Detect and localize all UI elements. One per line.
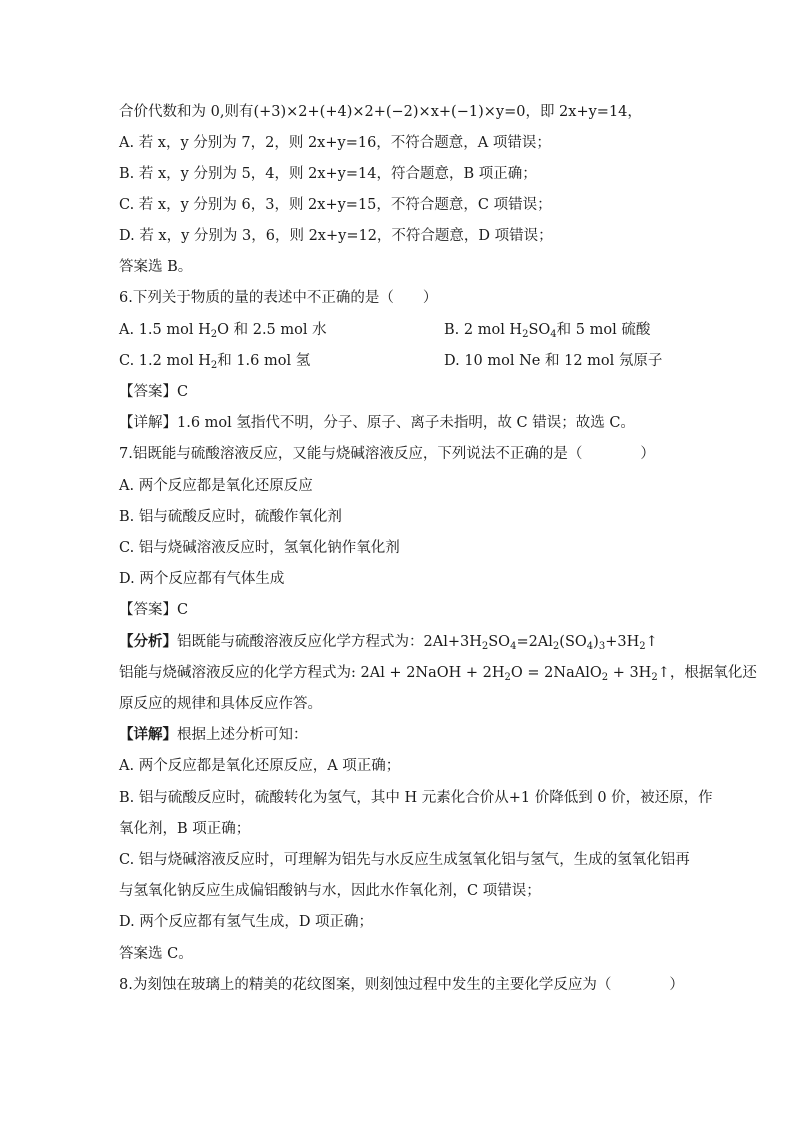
text-line: 合价代数和为 0,则有(+3)×2+(+4)×2+(−2)×x+(−1)×y=0，即 2x+y=14， xyxy=(119,104,642,120)
q7-answer: 【答案】C xyxy=(119,602,189,618)
q6-detail: 【详解】1.6 mol 氢指代不明，分子、原子、离子未指明，故 C 错误；故选 C。 xyxy=(119,415,635,431)
option-c-explanation: C. 若 x，y 分别为 6，3，则 2x+y=15，不符合题意，C 项错误； xyxy=(119,197,552,213)
q7-detail-d: D. 两个反应都有氢气生成，D 项正确； xyxy=(119,914,374,930)
question-7: 7.铝既能与硫酸溶液反应，又能与烧碱溶液反应，下列说法不正确的是（ ） xyxy=(119,446,655,462)
analysis-label: 【分析】 xyxy=(119,633,177,650)
q7-option-c: C. 铝与烧碱溶液反应时，氢氧化钠作氧化剂 xyxy=(119,540,400,556)
question-6: 6.下列关于物质的量的表述中不正确的是（ ） xyxy=(119,290,438,306)
q6-answer: 【答案】C xyxy=(119,384,189,400)
q7-analysis-line: 【分析】铝既能与硫酸溶液反应化学方程式为：$2Al+3H_2SO_4=2Al_2(SO_4)_3+3H_2↑$ xyxy=(119,633,658,652)
option-b-explanation: B. 若 x，y 分别为 5，4，则 2x+y=14，符合题意，B 项正确； xyxy=(119,166,537,182)
q7-detail-b-cont: 氧化剂，B 项正确； xyxy=(119,821,251,837)
q7-detail-c-cont: 与氢氧化钠反应生成偏铝酸钠与水，因此水作氧化剂，C 项错误； xyxy=(119,883,541,899)
answer-line: 答案选 B。 xyxy=(119,259,193,275)
question-8: 8.为刻蚀在玻璃上的精美的花纹图案，则刻蚀过程中发生的主要化学反应为（ ） xyxy=(119,977,684,993)
option-d-explanation: D. 若 x，y 分别为 3，6，则 2x+y=12，不符合题意，D 项错误； xyxy=(119,228,553,244)
q6-option-b: B. 2 mol $H_2SO_4$和 5 mol 硫酸 xyxy=(444,322,651,340)
q7-option-d: D. 两个反应都有气体生成 xyxy=(119,571,285,587)
q6-option-d: D. 10 mol Ne 和 12 mol 氖原子 xyxy=(444,353,663,369)
q7-detail-a: A. 两个反应都是氧化还原反应，A 项正确； xyxy=(119,758,401,774)
option-a-explanation: A. 若 x，y 分别为 7，2，则 2x+y=16，不符合题意，A 项错误； xyxy=(119,135,551,151)
q7-analysis-end: 原反应的规律和具体反应作答。 xyxy=(119,696,322,712)
q6-option-c: C. 1.2 mol $H_2$和 1.6 mol 氢 xyxy=(119,353,311,371)
q7-detail-line: 【详解】根据上述分析可知： xyxy=(119,726,308,743)
q6-option-a: A. 1.5 mol $H_2O$ 和 2.5 mol 水 xyxy=(119,322,327,340)
q7-option-b: B. 铝与硫酸反应时，硫酸作氧化剂 xyxy=(119,509,342,525)
detail-label: 【详解】 xyxy=(119,726,177,743)
q7-detail-c: C. 铝与烧碱溶液反应时，可理解为铝先与水反应生成氢氧化铝与氢气，生成的氢氧化铝再 xyxy=(119,852,690,868)
q7-detail-b: B. 铝与硫酸反应时，硫酸转化为氢气，其中 H 元素化合价从+1 价降低到 0 价，被还原，作 xyxy=(119,790,713,806)
q7-answer-end: 答案选 C。 xyxy=(119,946,193,962)
q7-option-a: A. 两个反应都是氧化还原反应 xyxy=(119,478,313,494)
q7-analysis-equation: 铝能与烧碱溶液反应的化学方程式为: 2Al + 2NaOH + $2H_2O$ = 2NaAlO$_2$ + $3H_2↑$，根据氧化还 xyxy=(119,665,757,683)
